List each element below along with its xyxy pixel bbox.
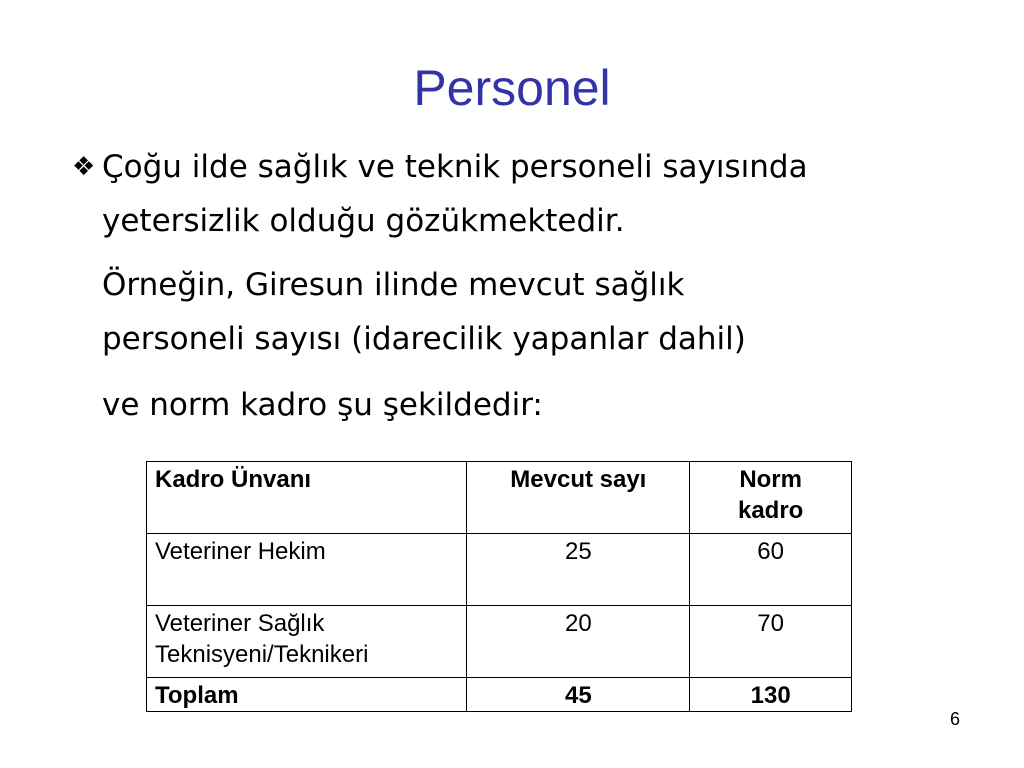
page-number: 6	[950, 709, 961, 729]
cell-current: 25	[467, 534, 690, 606]
cell-title: Veteriner Sağlık Teknisyeni/Teknikeri	[147, 606, 467, 678]
paragraph2-line1: Örneğin, Giresun ilinde mevcut sağlık	[102, 267, 685, 303]
paragraph1-line1: Çoğu ilde sağlık ve teknik personeli sayısında	[102, 149, 808, 185]
paragraph1-line2: yetersizlik olduğu gözükmektedir.	[102, 203, 625, 239]
total-label: Toplam	[147, 678, 467, 712]
table-row	[147, 606, 852, 678]
bullet-text-block	[62, 140, 982, 432]
personnel-table	[146, 461, 852, 712]
cell-title: Veteriner Hekim	[147, 534, 467, 606]
paragraph2-line2: personeli sayısı (idarecilik yapanlar dahil)	[102, 321, 746, 357]
table-row	[147, 534, 852, 606]
bullet-line-1	[62, 140, 982, 194]
cell-norm: 60	[690, 534, 852, 606]
table-header-row	[147, 462, 852, 534]
table-total-row	[147, 678, 852, 712]
total-current: 45	[467, 678, 690, 712]
diamond-bullet-icon: ❖	[72, 152, 96, 182]
total-norm: 130	[690, 678, 852, 712]
cell-norm: 70	[690, 606, 852, 678]
header-norm: Norm kadro	[690, 462, 852, 534]
header-title: Kadro Ünvanı	[147, 462, 467, 534]
paragraph3: ve norm kadro şu şekildedir:	[102, 387, 543, 423]
header-current: Mevcut sayı	[467, 462, 690, 534]
slide-title: Personel	[413, 60, 611, 116]
cell-current: 20	[467, 606, 690, 678]
